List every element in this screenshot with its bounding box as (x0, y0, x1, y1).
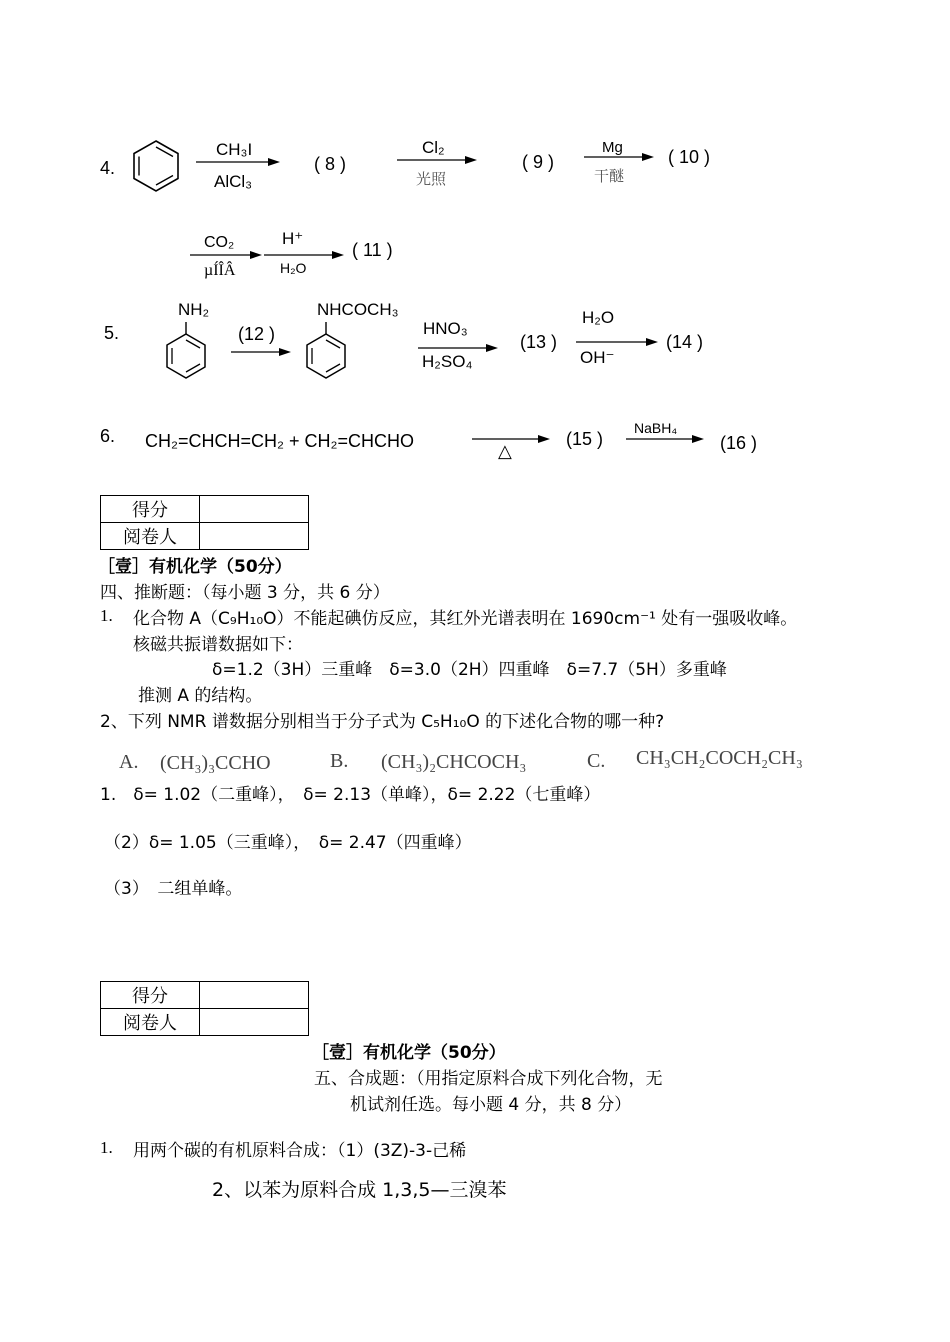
arrow-reagent-top: H⁺ (282, 229, 304, 248)
arrow-reagent-top: CH₃I (216, 140, 253, 159)
score-label: 得分 (101, 982, 200, 1009)
product-blank-9: ( 9 ) (522, 152, 555, 172)
arrow-reagent-bottom: H₂SO₄ (422, 352, 473, 371)
section-header: ［壹］有机化学（50分） (312, 1043, 506, 1063)
section-header: ［壹］有机化学（50分） (98, 557, 292, 577)
section-title: 四、推断题：（每小题 3 分，共 6 分） (100, 583, 390, 603)
score-cell[interactable] (200, 496, 309, 523)
reaction-arrow (397, 155, 477, 165)
option-formula: (CH₃)₂CHCOCH₃ (381, 751, 527, 773)
arrow-reagent-bottom: H₂O (280, 260, 307, 276)
option-label: A. (119, 751, 139, 773)
question-text: 2、以苯为原料合成 1,3,5—三溴苯 (212, 1179, 507, 1201)
product-blank-12: (12 ) (238, 324, 276, 344)
reaction-arrow (190, 250, 262, 260)
question-text: 化合物 A（C₉H₁₀O）不能起碘仿反应，其红外光谱表明在 1690cm⁻¹ 处有一强吸收峰。 (133, 609, 798, 629)
reactants: CH₂=CHCH=CH₂ + CH₂=CHCHO (145, 431, 414, 451)
arrow-reagent-bottom: 光照 (416, 170, 447, 188)
nmr-data: 1. δ= 1.02（二重峰）， δ= 2.13（单峰），δ= 2.22（七重峰） (100, 785, 601, 805)
score-cell[interactable] (200, 982, 309, 1009)
grader-label: 阅卷人 (101, 523, 200, 550)
grader-cell[interactable] (200, 523, 309, 550)
option-formula: CH₃CH₂COCH₂CH₃ (636, 747, 803, 769)
product-blank-10: ( 10 ) (668, 147, 711, 167)
arrow-reagent-bottom: AlCl₃ (214, 172, 253, 191)
option-label: C. (587, 750, 606, 772)
product-blank-13: (13 ) (520, 332, 558, 352)
reaction-arrow (196, 157, 280, 167)
arrow-reagent-bottom: µÍÎÂ (204, 262, 236, 279)
acetanilide-structure (300, 322, 350, 382)
question-text: 用两个碳的有机原料合成：（1）(3Z)-3-己稀 (133, 1141, 467, 1161)
option-label: B. (330, 750, 349, 772)
reaction-arrow (584, 152, 654, 162)
question-text: 推测 A 的结构。 (138, 686, 263, 706)
reaction-arrow (231, 347, 291, 357)
substituent-label: NH₂ (178, 300, 210, 319)
reaction-arrow (626, 434, 704, 444)
arrow-reagent-bottom: OH⁻ (580, 348, 615, 367)
nmr-data: （3） 二组单峰。 (104, 879, 243, 899)
arrow-reagent-top: Mg (602, 139, 623, 156)
substituent-label: NHCOCH₃ (317, 300, 399, 319)
heat-symbol: △ (498, 441, 512, 461)
arrow-reagent-top: CO₂ (204, 234, 235, 251)
score-label: 得分 (101, 496, 200, 523)
arrow-reagent-top: H₂O (582, 308, 615, 327)
score-table (100, 981, 309, 1036)
benzene-ring-structure (128, 138, 184, 194)
product-blank-11: ( 11 ) (352, 240, 393, 260)
score-table (100, 495, 309, 550)
arrow-reagent-top: HNO₃ (423, 319, 468, 338)
reaction-number: 5. (104, 323, 120, 343)
reaction-number: 6. (100, 426, 116, 446)
reaction-arrow (264, 250, 344, 260)
grader-label: 阅卷人 (101, 1009, 200, 1036)
arrow-reagent-bottom: 干醚 (594, 167, 625, 185)
option-formula: (CH₃)₃CCHO (160, 752, 271, 774)
grader-cell[interactable] (200, 1009, 309, 1036)
question-text: 2、下列 NMR 谱数据分别相当于分子式为 C₅H₁₀O 的下述化合物的哪一种? (100, 712, 665, 732)
arrow-reagent-top: Cl₂ (422, 138, 445, 157)
nmr-data: （2）δ= 1.05（三重峰）， δ= 2.47（四重峰） (104, 833, 472, 853)
aniline-structure (160, 322, 210, 382)
question-number: 1. (100, 606, 113, 625)
product-blank-8: ( 8 ) (314, 154, 347, 174)
nmr-data: δ=1.2（3H）三重峰 δ=3.0（2H）四重峰 δ=7.7（5H）多重峰 (212, 660, 727, 680)
product-blank-14: (14 ) (666, 332, 704, 352)
question-number: 1. (100, 1138, 113, 1157)
section-title: 机试剂任选。每小题 4 分，共 8 分） (350, 1095, 632, 1115)
reaction-arrow (576, 337, 658, 347)
arrow-reagent-top: NaBH₄ (634, 420, 678, 436)
product-blank-15: (15 ) (566, 429, 604, 449)
reaction-number: 4. (100, 158, 116, 178)
section-title: 五、合成题：（用指定原料合成下列化合物，无 (314, 1069, 663, 1089)
question-text: 核磁共振谱数据如下： (133, 635, 303, 655)
product-blank-16: (16 ) (720, 433, 758, 453)
